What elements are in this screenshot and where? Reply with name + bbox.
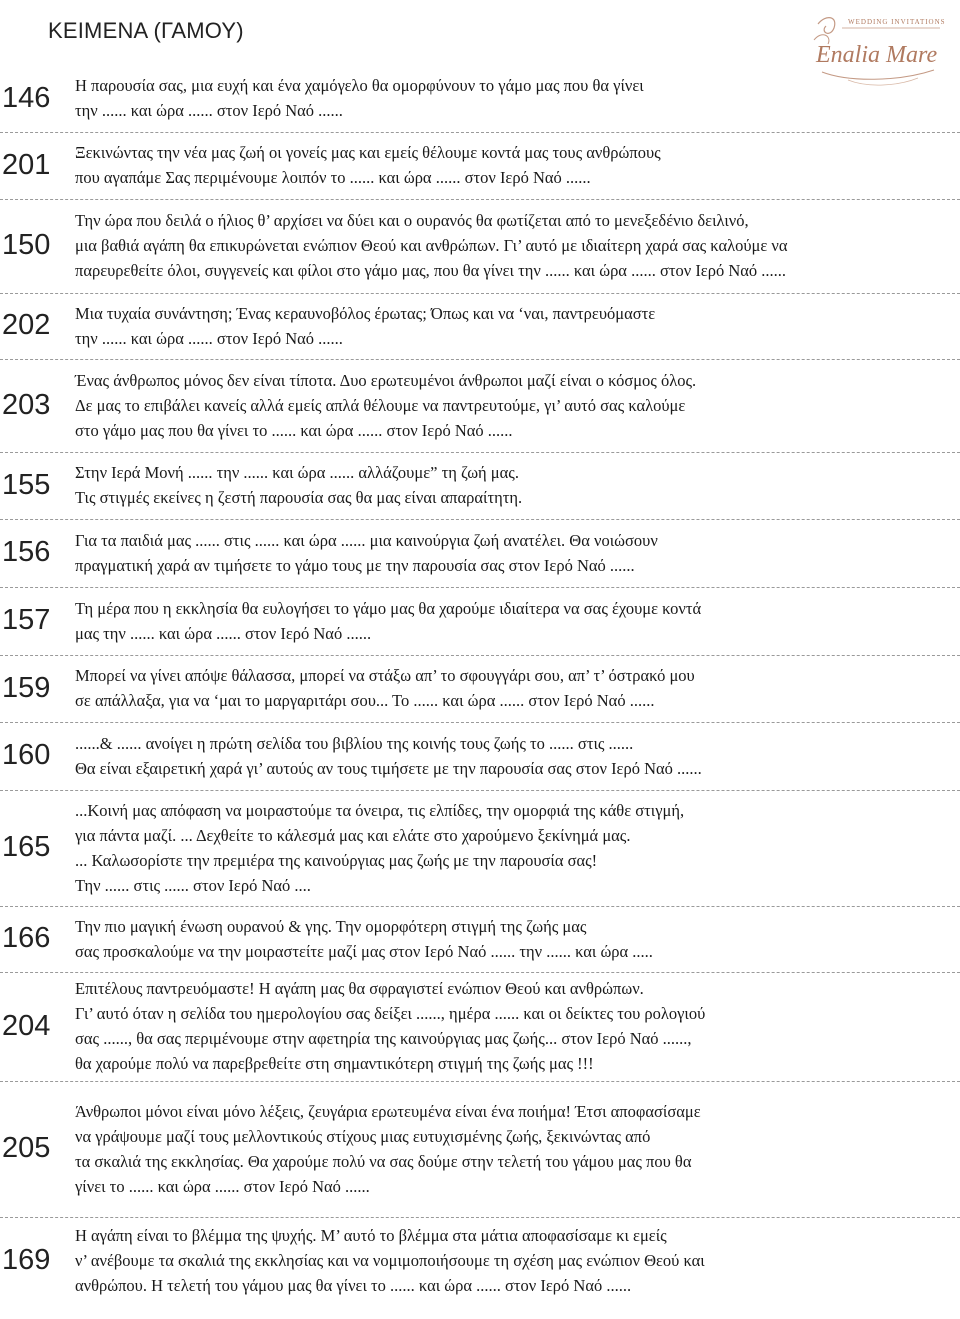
entry-text-line: την ...... και ώρα ...... στον Ιερό Ναό ...... xyxy=(75,101,343,120)
entry-text-line: Για τα παιδιά μας ...... στις ...... και ώρα ...... μια καινούργια ζωή ανατέλει. Θα νοιώσουν xyxy=(75,530,658,550)
entry-text xyxy=(75,663,960,713)
entry-text-line: στο γάμο μας που θα γίνει το ...... και ώρα ...... στον Ιερό Ναό ...... xyxy=(75,420,513,440)
entry-text xyxy=(75,798,960,898)
entry-number: 160 xyxy=(2,739,51,771)
text-entry xyxy=(0,588,960,656)
entry-text-line: να γράψουμε μαζί τους μελλοντικούς στίχους μιας ευτυχισμένης ζωής, ξεκινώντας από xyxy=(75,1126,651,1146)
text-entry xyxy=(0,453,960,520)
entry-text-line: την ...... και ώρα ...... στον Ιερό Ναό ...... xyxy=(75,328,343,348)
entry-text-line: θα χαρούμε πολύ να παρεβρεθείτε στη σημαντικότερη στιγμή της ζωής μας !!! xyxy=(75,1054,594,1073)
entry-text xyxy=(75,596,960,646)
entry-number: 159 xyxy=(2,671,51,704)
entry-text-line: σας ......, θα σας περιμένουμε στην αφετηρία της καινούργιας μας ζωής... στον Ιερό Ναό ......, xyxy=(75,1029,692,1048)
entry-text xyxy=(75,1223,960,1298)
entry-number: 204 xyxy=(2,1009,51,1042)
entry-text-line: Επιτέλους παντρευόμαστε! Η αγάπη μας θα σφραγιστεί ενώπιον Θεού και ανθρώπων. xyxy=(75,979,644,998)
text-entry xyxy=(0,723,960,791)
entry-text-line: Την ...... στις ...... στον Ιερό Ναό .... xyxy=(75,875,311,895)
text-entry xyxy=(0,973,960,1082)
entry-text xyxy=(75,73,960,123)
entry-number: 166 xyxy=(2,922,51,954)
entry-text-line: πραγματική χαρά αν τιμήσετε το γάμο τους με την παρουσία σας στον Ιερό Ναό ...... xyxy=(75,555,635,575)
entry-text-line: τα σκαλιά της εκκλησίας. Θα χαρούμε πολύ να σας δούμε στην τελετή του γάμου μας που θα xyxy=(75,1151,692,1171)
entry-number: 146 xyxy=(2,81,51,114)
entry-number: 169 xyxy=(2,1244,51,1276)
logo-top-text: WEDDING INVITATIONS xyxy=(848,18,946,26)
entry-number: 165 xyxy=(2,831,51,863)
entry-text xyxy=(75,1099,960,1199)
entry-text-line: παρευρεθείτε όλοι, συγγενείς και φίλοι στο γάμο μας, που θα γίνει την ...... και ώρα ...... στον Ιερό Ναό ...... xyxy=(75,261,787,280)
entry-text-line: Μπορεί να γίνει απόψε θάλασσα, μπορεί να στάξω απ’ το σφουγγάρι σου, απ’ τ’ όστρακό μου xyxy=(75,666,695,685)
entry-text xyxy=(75,528,960,578)
entry-text-line: Δε μας το επιβάλει κανείς αλλά εμείς απλά θέλουμε να παντρευτούμε, γι’ αυτό σας καλούμε xyxy=(75,395,686,415)
entry-number: 155 xyxy=(2,468,51,501)
entry-text-line: για πάντα μαζί. ... Δεχθείτε το κάλεσμά μας και ελάτε στο χαρούμενο ξεκίνημά μας. xyxy=(75,825,631,845)
invitation-texts-list xyxy=(0,66,960,1305)
entry-text-line: σας προσκαλούμε να την μοιραστείτε μαζί μας στον Ιερό Ναό ...... την ...... και ώρα ..... xyxy=(75,941,653,961)
text-entry xyxy=(0,791,960,907)
entry-text-line: ανθρώπου. Η τελετή του γάμου μας θα γίνει το ...... και ώρα ...... στον Ιερό Ναό ...... xyxy=(75,1276,632,1295)
text-entry xyxy=(0,133,960,200)
entry-text-line: Στην Ιερά Μονή ...... την ...... και ώρα ...... αλλάζουμε” τη ζωή μας. xyxy=(75,463,519,482)
entry-number: 205 xyxy=(2,1132,51,1164)
entry-text-line: μια βαθιά αγάπη θα επικυρώνεται ενώπιον Θεού και ανθρώπων. Γι’ αυτό με ιδιαίτερη χαρά σας καλούμε να xyxy=(75,236,788,255)
text-entry xyxy=(0,360,960,453)
entry-number: 156 xyxy=(2,536,51,568)
entry-number: 202 xyxy=(2,309,51,341)
entry-text-line: ...Κοινή μας απόφαση να μοιραστούμε τα όνειρα, τις ελπίδες, την ομορφιά της κάθε στιγμή, xyxy=(75,800,685,820)
entry-text-line: Ένας άνθρωπος μόνος δεν είναι τίποτα. Δυο ερωτευμένοι άνθρωποι μαζί είναι ο κόσμος όλος. xyxy=(75,370,697,390)
entry-text-line: Θα είναι εξαιρετική χαρά γι’ αυτούς αν τους τιμήσετε με την παρουσία σας στον Ιερό Ναό ...... xyxy=(75,758,702,778)
text-entry xyxy=(0,907,960,973)
entry-text xyxy=(75,731,960,781)
entry-text-line: Τις στιγμές εκείνες η ζεστή παρουσία σας θα μας είναι απαραίτητη. xyxy=(75,488,523,507)
text-entry xyxy=(0,1218,960,1305)
entry-number: 203 xyxy=(2,388,51,421)
entry-text-line: Την ώρα που δειλά ο ήλιος θ’ αρχίσει να δύει και ο ουρανός θα φωτίζεται από το μενεξεδένιο δειλινό, xyxy=(75,211,749,230)
entry-text xyxy=(75,368,960,443)
entry-number: 150 xyxy=(2,229,51,261)
entry-text xyxy=(75,301,960,351)
text-entry xyxy=(0,200,960,294)
text-entry xyxy=(0,66,960,133)
entry-text-line: Η αγάπη είναι το βλέμμα της ψυχής. Μ’ αυτό το βλέμμα στα μάτια αποφασίσαμε κι εμείς xyxy=(75,1226,667,1245)
logo-main-text: Enalia Mare xyxy=(816,42,938,68)
entry-number: 157 xyxy=(2,604,51,636)
entry-text-line: Την πιο μαγική ένωση ουρανού & γης. Την ομορφότερη στιγμή της ζωής μας xyxy=(75,916,587,936)
entry-text xyxy=(75,140,960,190)
entry-text-line: μας την ...... και ώρα ...... στον Ιερό Ναό ...... xyxy=(75,623,372,643)
entry-text xyxy=(75,914,960,964)
text-entry xyxy=(0,656,960,723)
entry-text-line: ν’ ανέβουμε τα σκαλιά της εκκλησίας και να νομιμοποιήσουμε τη σχέση μας ενώπιον Θεού και xyxy=(75,1251,705,1270)
entry-text-line: Μια τυχαία συνάντηση; Ένας κεραυνοβόλος έρωτας; Όπως και να ‘ναι, παντρευόμαστε xyxy=(75,303,656,323)
entry-text-line: Η παρουσία σας, μια ευχή και ένα χαμόγελο θα ομορφύνουν το γάμο μας που θα γίνει xyxy=(75,76,644,95)
text-entry xyxy=(0,520,960,588)
entry-number: 201 xyxy=(2,148,51,181)
text-entry xyxy=(0,1082,960,1218)
entry-text-line: γίνει το ...... και ώρα ...... στον Ιερό Ναό ...... xyxy=(75,1176,370,1196)
entry-text xyxy=(75,460,960,510)
entry-text-line: ... Καλωσορίστε την πρεμιέρα της καινούργιας μας ζωής με την παρουσία σας! xyxy=(75,850,598,870)
entry-text-line: Γι’ αυτό όταν η σελίδα του ημερολογίου σας δείξει ......, ημέρα ...... και οι δείκτες του ρολογιού xyxy=(75,1004,706,1023)
text-entry xyxy=(0,294,960,360)
entry-text-line: ......& ...... ανοίγει η πρώτη σελίδα του βιβλίου της κοινής τους ζωής το ...... στις ...... xyxy=(75,733,634,753)
entry-text-line: σε απάλλαξα, για να ‘μαι το μαργαριτάρι σου... Το ...... και ώρα ...... στον Ιερό Ναό ...... xyxy=(75,691,655,710)
page-title: ΚΕΙΜΕΝΑ (ΓΑΜΟΥ) xyxy=(48,18,244,43)
entry-text-line: που αγαπάμε Σας περιμένουμε λοιπόν το ...... και ώρα ...... στον Ιερό Ναό ...... xyxy=(75,168,591,187)
entry-text xyxy=(75,976,960,1076)
entry-text xyxy=(75,208,960,283)
entry-text-line: Ξεκινώντας την νέα μας ζωή οι γονείς μας και εμείς θέλουμε κοντά μας τους ανθρώπους xyxy=(75,143,661,162)
entry-text-line: Τη μέρα που η εκκλησία θα ευλογήσει το γάμο μας θα χαρούμε ιδιαίτερα να σας έχουμε κοντά xyxy=(75,598,702,618)
entry-text-line: Άνθρωποι μόνοι είναι μόνο λέξεις, ζευγάρια ερωτευμένα είναι ένα ποιήμα! Έτσι αποφασίσαμε xyxy=(75,1101,701,1121)
